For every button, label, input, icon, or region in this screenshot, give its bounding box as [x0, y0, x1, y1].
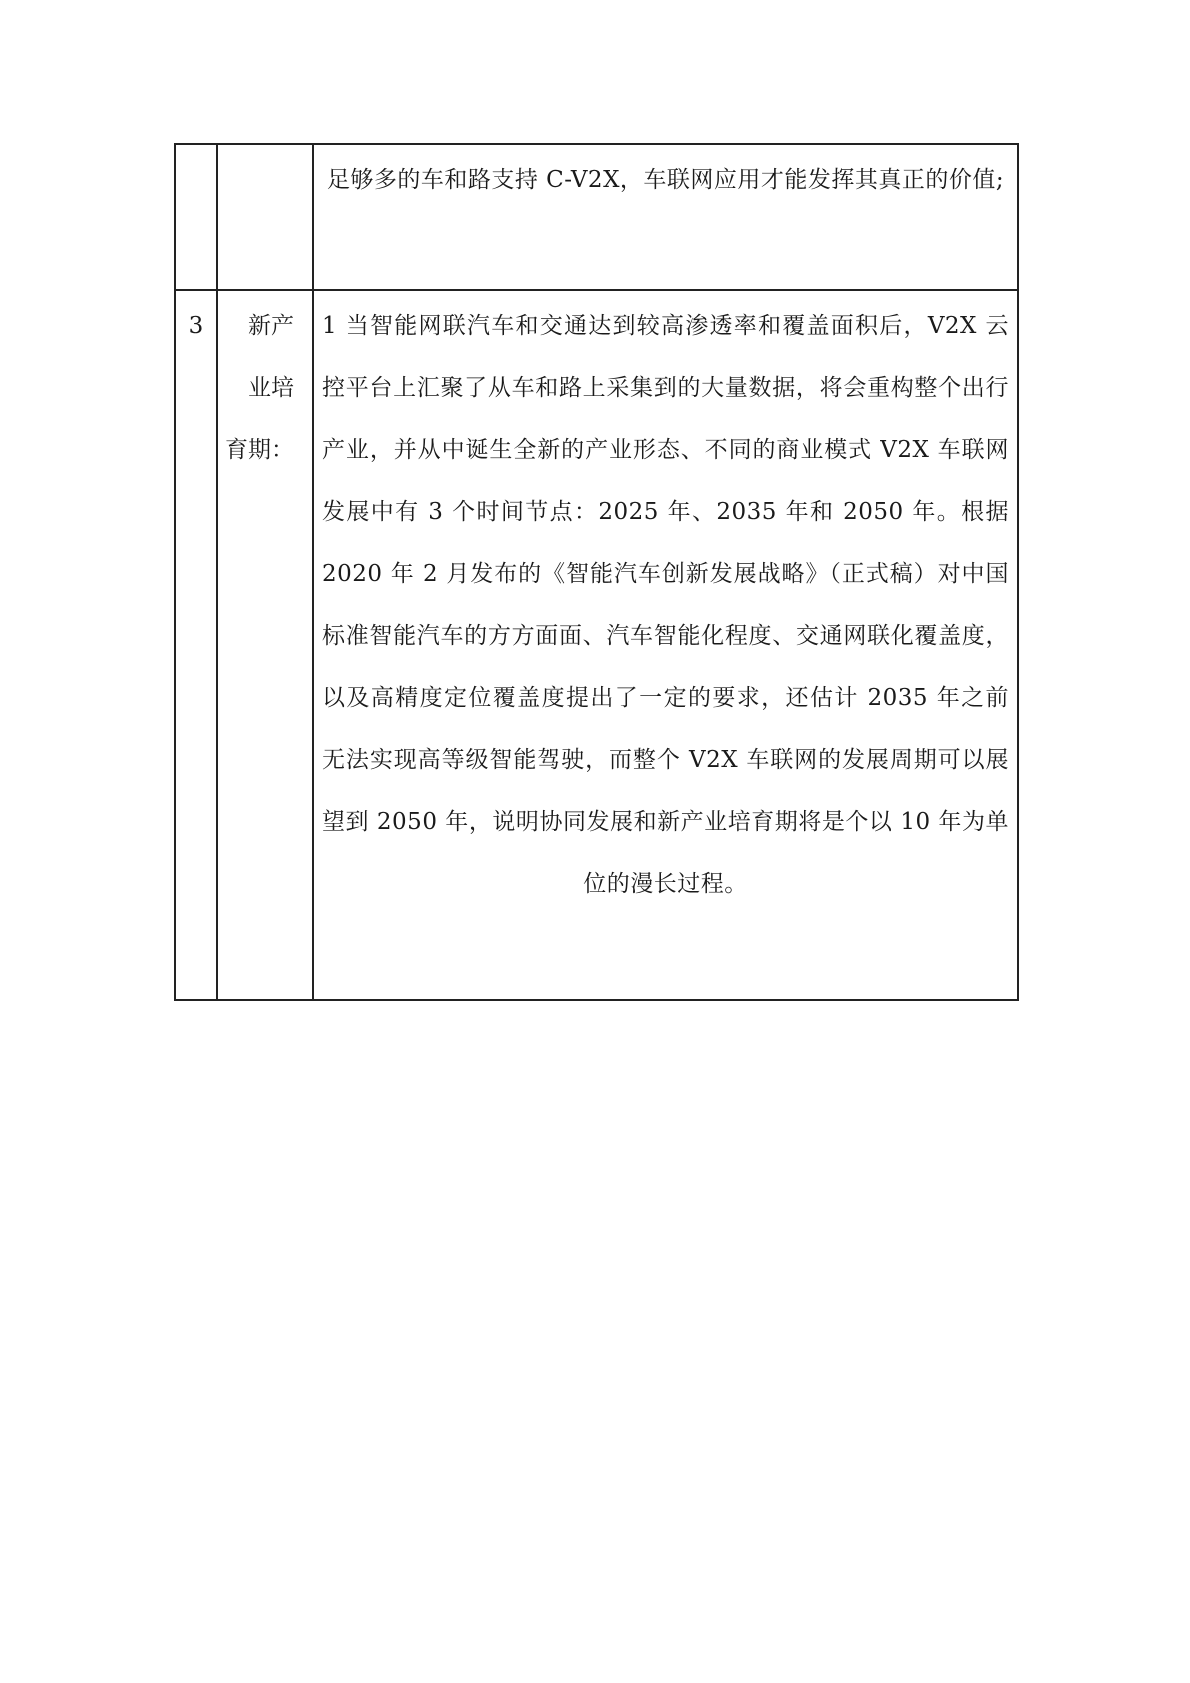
stage-name-cell: 新产 业培 育期：: [217, 290, 313, 1000]
description-cell: 1 当智能网联汽车和交通达到较高渗透率和覆盖面积后，V2X 云控平台上汇聚了从车和路上采集到的大量数据，将会重构整个出行产业，并从中诞生全新的产业形态、不同的商业模式 V2X 车联网发展中有 3 个时间节点：2025 年、2035 年和 2050 年。根据 2020 年 2 月发布的《智能汽车创新发展战略》（正式稿）对中国标准智能汽车的方方面面、汽车智能化程度、交通网联化覆盖度，以及高精度定位覆盖度提出了一定的要求，还估计 2035 年之前无法实现高等级智能驾驶，而整个 V2X 车联网的发展周期可以展望到 2050 年，说明协同发展和新产业培育期将是个以 10 年为单位的漫长过程。: [313, 290, 1018, 1000]
stage-name-cell: [217, 144, 313, 290]
row-number-cell: 3: [175, 290, 217, 1000]
table-row: [175, 290, 1018, 1000]
content-table: [174, 143, 1019, 1001]
description-cell: 足够多的车和路支持 C-V2X，车联网应用才能发挥其真正的价值;: [313, 144, 1018, 290]
row-number-cell: [175, 144, 217, 290]
table-row: [175, 144, 1018, 290]
